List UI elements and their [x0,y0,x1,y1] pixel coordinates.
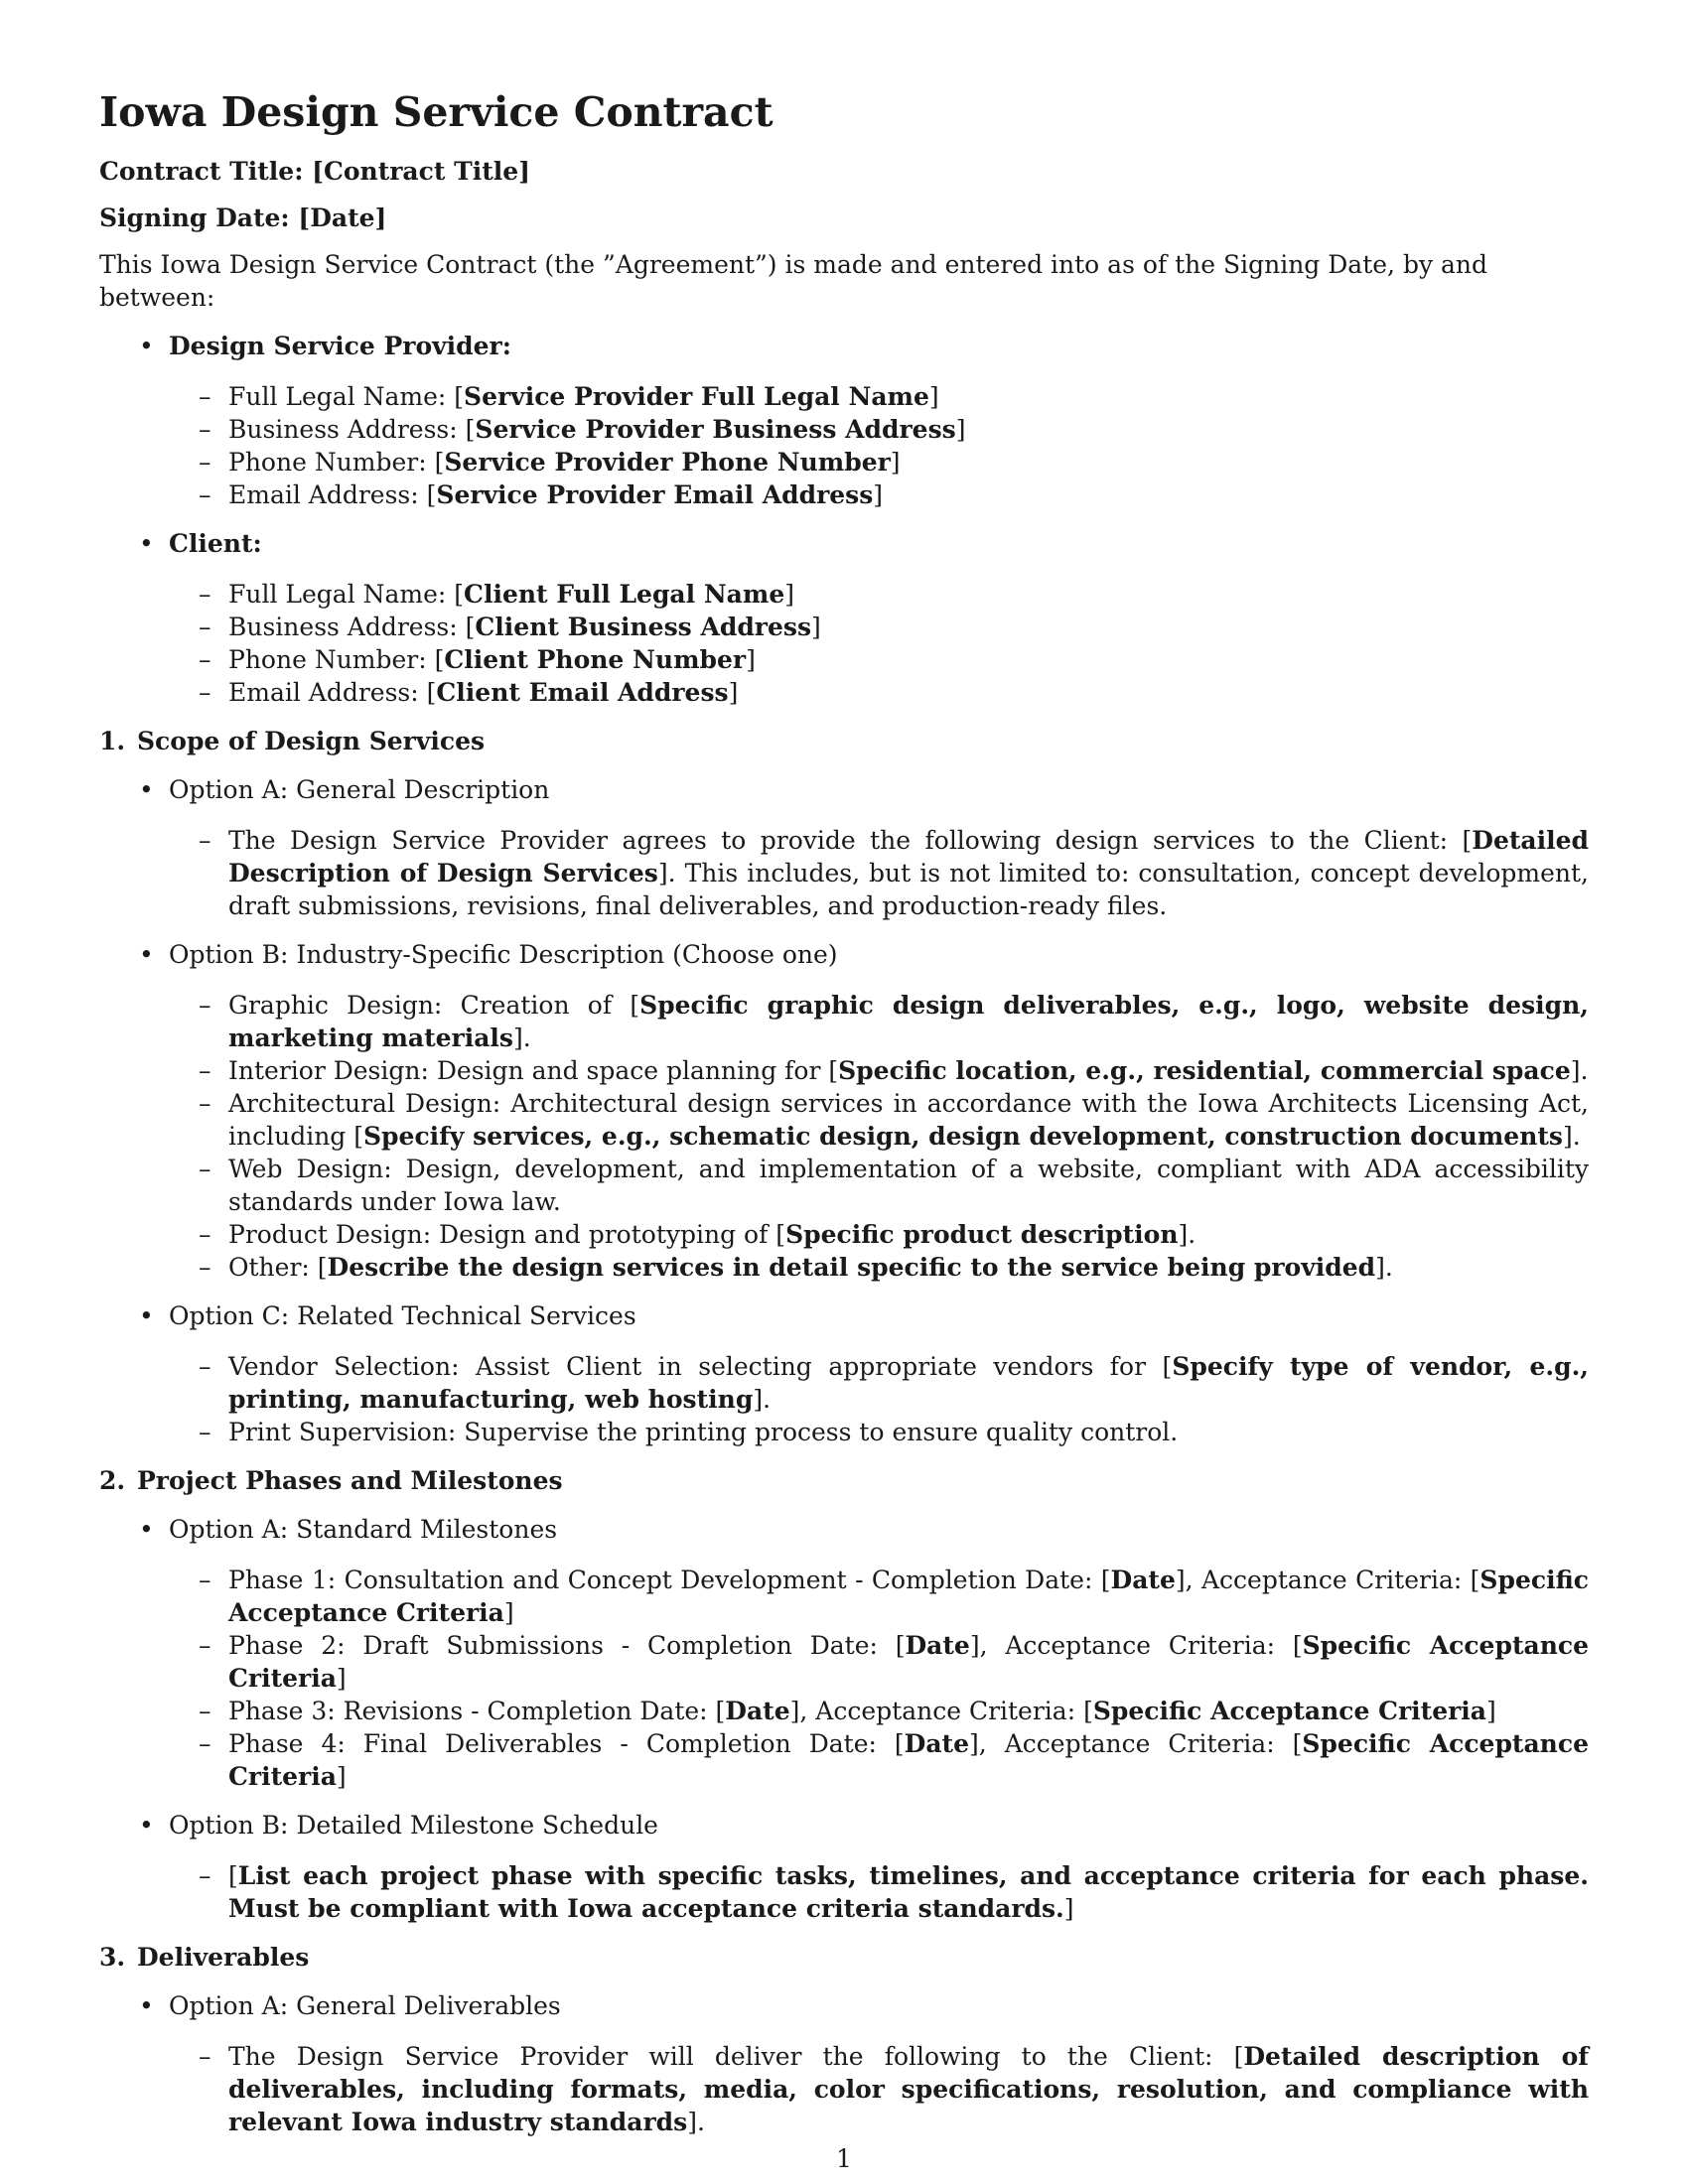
section-title: Scope of Design Services [137,727,486,755]
option-item [169,1809,1589,1925]
option-detail [228,1859,1589,1925]
section-heading [99,1941,1589,1974]
text-segment: ] [336,1762,347,1791]
signing-date-value: [Date] [298,204,387,232]
section-number: 2. [99,1466,126,1495]
document-page [99,87,1589,2154]
text-segment: Specific location, e.g., residential, commercial space [838,1056,1571,1085]
text-segment: List each project phase with specific tasks, timelines, and acceptance criteria for each phase. Must be compliant with Iowa acceptance criteria standards. [228,1861,1589,1923]
text-segment: Phase 4: Final Deliverables - Completion Date: [ [228,1729,905,1758]
text-segment: Architectural Design: Architectural design services in accordance with the Iowa Architects Licensing Act, including [ [228,1089,1589,1151]
text-segment: Phase 2: Draft Submissions - Completion Date: [ [228,1631,906,1660]
party-label: • Client: [169,529,262,558]
option-detail [228,1564,1589,1629]
text-segment: ], Acceptance Criteria: [ [969,1631,1303,1660]
option-label: • Option A: Standard Milestones [169,1515,558,1544]
option-detail [228,1087,1589,1153]
text-segment: ] [1063,1894,1074,1923]
option-item [169,938,1589,1284]
option-detail-list [169,2040,1589,2138]
document-title: Iowa Design Service Contract [99,88,774,136]
party-field: – Phone Number: [Client Phone Number] [228,643,1589,676]
text-segment: Specify type of vendor, e.g., printing, manufacturing, web hosting [228,1352,1589,1414]
section-number: 1. [99,727,126,755]
text-segment: Phase 3: Revisions - Completion Date: [ [228,1697,726,1725]
party-field: – Business Address: [Client Business Address] [228,611,1589,643]
text-segment: ]. [687,2108,705,2136]
page-number: 1 [836,2144,852,2173]
text-segment: Other: [ [228,1253,328,1282]
option-detail-list [169,1564,1589,1793]
party-fields [169,380,1589,511]
party-field: – Full Legal Name: [Client Full Legal Name] [228,578,1589,611]
field-value: Service Provider Full Legal Name [464,382,929,411]
text-segment: Print Supervision: Supervise the printing process to ensure quality control. [228,1418,1179,1446]
party-item [169,330,1589,511]
options-list [99,1513,1589,1925]
party-fields [169,578,1589,709]
text-segment: Specific graphic design deliverables, e.g., logo, website design, marketing materials [228,991,1590,1052]
option-detail-list [169,824,1589,922]
option-label: • Option A: General Description [169,775,550,804]
text-segment: Detailed Description of Design Services [228,826,1589,887]
text-segment: [ [228,1861,238,1890]
signing-date-label: Signing Date: [99,204,290,232]
text-segment: Detailed description of deliverables, including formats, media, color specifications, resolution, and compliance with relevant Iowa industry standards [228,2042,1590,2136]
text-segment: Specific Acceptance Criteria [228,1631,1589,1693]
party-field: – Phone Number: [Service Provider Phone Number] [228,446,1589,478]
field-name: Full Legal Name: [228,382,447,411]
party-field: – Email Address: [Service Provider Email Address] [228,478,1589,511]
option-detail [228,1218,1589,1251]
field-name: Email Address: [228,678,419,707]
option-detail [228,1629,1589,1695]
text-segment: Phase 1: Consultation and Concept Development - Completion Date: [ [228,1566,1111,1594]
field-name: Business Address: [228,613,458,641]
text-segment: ]. This includes, but is not limited to: consultation, concept development, draft submissions, revisions, final deliverables, and production-ready files. [228,859,1590,920]
party-field: – Full Legal Name: [Service Provider Full Legal Name] [228,380,1589,413]
text-segment: Date [904,1729,970,1758]
text-segment: ]. [1563,1122,1581,1151]
section-heading [99,1464,1589,1497]
text-segment: Specify services, e.g., schematic design, design development, construction documents [363,1122,1564,1151]
section-title: Project Phases and Milestones [137,1466,563,1495]
field-name: Business Address: [228,415,458,444]
option-label: • Option A: General Deliverables [169,1991,561,2020]
section-number: 3. [99,1943,126,1972]
text-segment: ]. [1570,1056,1589,1085]
text-segment: ], Acceptance Criteria: [ [789,1697,1093,1725]
text-segment: ], Acceptance Criteria: [ [969,1729,1303,1758]
option-detail [228,1727,1589,1793]
field-value: Service Provider Email Address [436,480,874,509]
field-value: Service Provider Phone Number [444,448,891,477]
signing-date-line [99,202,1589,234]
text-segment: ], Acceptance Criteria: [ [1175,1566,1480,1594]
option-detail-list [169,989,1589,1284]
contract-title-line [99,155,1589,188]
field-name: Phone Number: [228,448,427,477]
text-segment: ] [503,1598,514,1627]
party-field: – Email Address: [Client Email Address] [228,676,1589,709]
text-segment: The Design Service Provider agrees to provide the following design services to the Client: [ [228,826,1473,855]
field-value: Client Phone Number [444,645,747,674]
option-detail [228,1251,1589,1284]
text-segment: ]. [513,1024,531,1052]
options-list [99,773,1589,1448]
text-segment: Specific Acceptance Criteria [1092,1697,1486,1725]
option-detail-list [169,1350,1589,1448]
contract-title-value: [Contract Title] [312,157,530,186]
text-segment: ]. [753,1385,772,1414]
option-detail [228,2040,1589,2138]
text-segment: ]. [1178,1220,1196,1249]
option-label: • Option C: Related Technical Services [169,1301,636,1330]
option-item [169,1513,1589,1793]
field-value: Client Email Address [436,678,729,707]
option-detail [228,1054,1589,1087]
text-segment: Web Design: Design, development, and implementation of a website, compliant with ADA accessibility standards under Iowa law. [228,1155,1589,1216]
parties-list [99,330,1589,709]
option-item [169,773,1589,922]
text-segment: Graphic Design: Creation of [ [228,991,640,1020]
option-item [169,1299,1589,1448]
field-name: Email Address: [228,480,419,509]
contract-title-label: Contract Title: [99,157,304,186]
party-label: • Design Service Provider: [169,332,511,360]
option-detail [228,824,1589,922]
option-detail [228,989,1589,1054]
party-field: – Business Address: [Service Provider Business Address] [228,413,1589,446]
field-name: Phone Number: [228,645,427,674]
text-segment: Describe the design services in detail specific to the service being provided [327,1253,1376,1282]
text-segment: Date [725,1697,790,1725]
text-segment: The Design Service Provider will deliver the following to the Client: [ [228,2042,1244,2071]
options-list [99,1989,1589,2138]
intro-paragraph: This Iowa Design Service Contract (the ”Agreement”) is made and entered into as of the Signing Date, by and between: [99,250,1488,312]
text-segment: Vendor Selection: Assist Client in selecting appropriate vendors for [ [228,1352,1173,1381]
option-label: • Option B: Detailed Milestone Schedule [169,1811,658,1840]
section-title: Deliverables [137,1943,310,1972]
text-segment: Specific Acceptance Criteria [228,1729,1589,1791]
text-segment: Specific Acceptance Criteria [228,1566,1589,1627]
field-value: Client Business Address [475,613,812,641]
sections-container [99,725,1589,2138]
field-name: Full Legal Name: [228,580,447,609]
field-value: Client Full Legal Name [464,580,785,609]
party-item [169,527,1589,709]
option-item [169,1989,1589,2138]
option-detail [228,1350,1589,1416]
option-detail-list [169,1859,1589,1925]
option-detail [228,1416,1589,1448]
text-segment: Specific product description [785,1220,1179,1249]
option-label: • Option B: Industry-Specific Description (Choose one) [169,940,838,969]
section-heading [99,725,1589,757]
text-segment: Interior Design: Design and space planning for [ [228,1056,839,1085]
text-segment: Date [1110,1566,1176,1594]
text-segment: ] [1485,1697,1496,1725]
option-detail [228,1153,1589,1218]
option-detail [228,1695,1589,1727]
field-value: Service Provider Business Address [475,415,956,444]
text-segment: ]. [1375,1253,1393,1282]
text-segment: Date [905,1631,970,1660]
text-segment: ] [336,1664,347,1693]
text-segment: Product Design: Design and prototyping of [ [228,1220,786,1249]
